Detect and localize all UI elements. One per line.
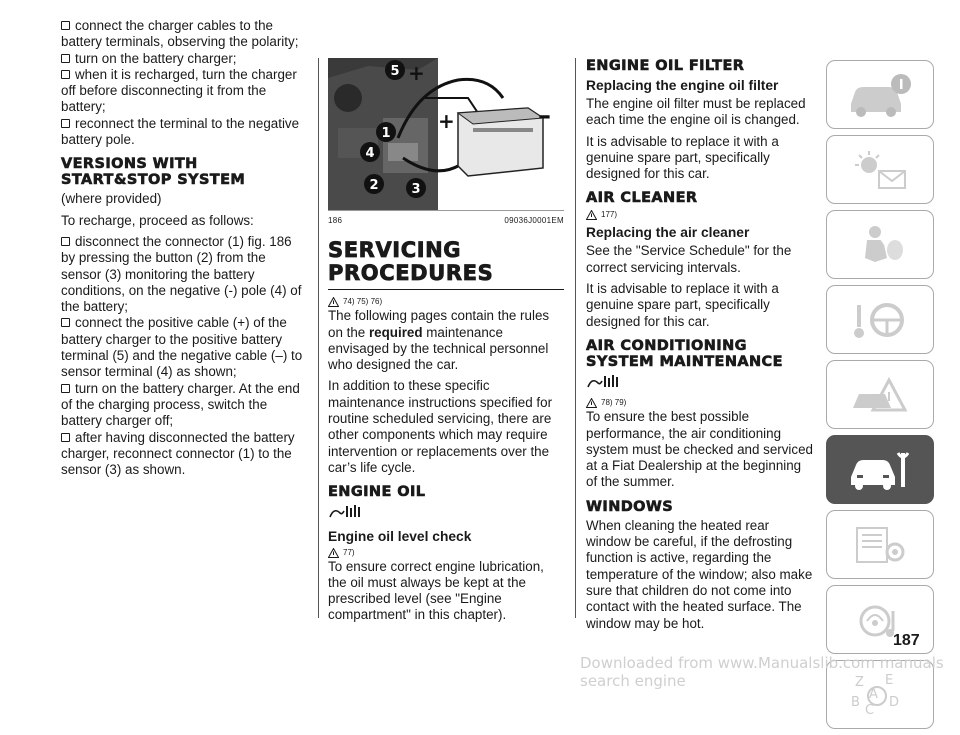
footer-watermark: Downloaded from www.Manualslib.com manuals search engine: [580, 654, 944, 690]
warning-icon: [586, 398, 597, 408]
figure-plus-sign: +: [438, 109, 455, 133]
column-divider: [575, 58, 576, 618]
list-item: connect the positive cable (+) of the battery charger to the positive battery terminal (5) and the negative cable (–) to sensor terminal (4) as shown;: [61, 315, 303, 380]
car-info-icon: [845, 72, 915, 118]
column-divider: [318, 58, 319, 618]
start-stop-heading: VERSIONS WITH START&STOP SYSTEM: [61, 156, 246, 189]
environment-icon: [586, 373, 816, 393]
checkbox-icon: [61, 70, 70, 79]
starting-driving-icon: [845, 297, 915, 343]
list-item: after having disconnected the battery charger, reconnect connector (1) to the sensor (3) as shown.: [61, 429, 295, 478]
svg-text:3: 3: [411, 182, 421, 197]
recharge-intro: To recharge, proceed as follows:: [61, 212, 254, 228]
air-cleaner-heading: AIR CLEANER: [586, 190, 698, 207]
warning-refs: 177): [586, 209, 816, 220]
servicing-procedures-title: SERVICING PROCEDURES: [328, 238, 494, 286]
maintenance-paragraph: In addition to these specific maintenance instructions specified for routine scheduled servicing, there are other components which may require intervention or replacements over the car’s life cycle.: [328, 378, 553, 475]
checkbox-icon: [61, 21, 70, 30]
checkbox-icon: [61, 318, 70, 327]
checkbox-icon: [61, 54, 70, 63]
list-item: when it is recharged, turn the charger off before disconnecting it from the battery;: [61, 66, 297, 115]
column-1: [61, 18, 309, 478]
callout-5: [385, 60, 405, 80]
column-3: [586, 18, 816, 637]
ac-maintenance-heading: AIR CONDITIONING SYSTEM MAINTENANCE: [586, 337, 783, 370]
replacing-air-cleaner-heading: Replacing the air cleaner: [586, 225, 750, 241]
figure-plus-sign: +: [408, 61, 425, 85]
engine-oil-heading: ENGINE OIL: [328, 484, 426, 501]
emergency-icon: [845, 372, 915, 418]
filter-paragraph-1: The engine oil filter must be replaced each time the engine oil is changed.: [586, 96, 806, 128]
list-item: connect the charger cables to the battery terminals, observing the polarity;: [61, 18, 299, 50]
list-item: reconnect the terminal to the negative battery pole.: [61, 115, 300, 148]
callout-3: [406, 178, 426, 198]
tab-emergency[interactable]: [826, 360, 934, 429]
list-item: turn on the battery charger;: [61, 51, 309, 67]
warning-lights-icon: [845, 147, 915, 193]
air-paragraph-2: It is advisable to replace it with a genuine spare part, specifically designed for this car.: [586, 281, 779, 329]
tab-car-info[interactable]: [826, 60, 934, 129]
ac-paragraph: To ensure the best possible performance, the air conditioning system must be checked and serviced at a Fiat Dealership at the beginning of the summer.: [586, 409, 814, 490]
battery-illustration: [328, 58, 564, 210]
figure-code: 09036J0001EM: [504, 216, 564, 225]
tab-technical-data[interactable]: [826, 510, 934, 579]
intro-paragraph: The following pages contain the rules on the required maintenance envisaged by the technical personnel who designed the car.: [328, 308, 550, 373]
windows-paragraph: When cleaning the heated rear window be careful, if the defrosting function is active, regarding the temperature of the window; also make sure that children do not come into contact with the heated surface. The window may be hot.: [586, 517, 813, 631]
oil-level-check-heading: Engine oil level check: [328, 528, 472, 544]
warning-refs: 78) 79): [586, 397, 816, 408]
list-item: turn on the battery charger. At the end of the charging process, switch the battery charger off;: [61, 380, 300, 429]
safety-icon: [845, 222, 915, 268]
oil-level-paragraph: To ensure correct engine lubrication, the oil must always be kept at the prescribed level (see "Engine compartment" in this chapter).: [328, 558, 544, 623]
air-paragraph-1: See the "Service Schedule" for the correct servicing intervals.: [586, 243, 792, 275]
battery-figure: [328, 58, 564, 211]
figure-number: 186: [328, 216, 343, 225]
svg-text:1: 1: [381, 126, 391, 141]
where-provided-note: (where provided): [61, 191, 162, 207]
tab-starting-driving[interactable]: [826, 285, 934, 354]
callout-4: [360, 142, 380, 162]
svg-text:C: C: [865, 702, 875, 718]
technical-data-icon: [845, 522, 915, 568]
page-number: 187: [893, 632, 920, 649]
checkbox-icon: [61, 384, 70, 393]
replacing-filter-heading: Replacing the engine oil filter: [586, 78, 779, 93]
engine-oil-filter-heading: ENGINE OIL FILTER: [586, 58, 745, 74]
tab-servicing[interactable]: [826, 435, 934, 504]
tab-safety[interactable]: [826, 210, 934, 279]
svg-text:2: 2: [369, 178, 379, 193]
filter-paragraph-2: It is advisable to replace it with a genuine spare part, specifically designed for this car.: [586, 133, 779, 182]
warning-icon: [586, 210, 597, 220]
svg-text:4: 4: [365, 146, 375, 161]
checkbox-icon: [61, 433, 70, 442]
warning-icon: [328, 548, 339, 558]
tab-warning-lights[interactable]: [826, 135, 934, 204]
list-item: disconnect the connector (1) fig. 186 by pressing the button (2) from the sensor (3) monitoring the battery conditions, on the negative (-) pole (4) of the battery;: [61, 233, 302, 315]
servicing-icon: [845, 447, 915, 493]
svg-text:Z: Z: [855, 674, 864, 690]
warning-refs: 74) 75) 76): [328, 296, 564, 307]
callout-1: [376, 122, 396, 142]
svg-text:A: A: [869, 686, 878, 702]
figure-minus-sign: –: [538, 101, 551, 131]
svg-text:5: 5: [390, 64, 400, 79]
windows-heading: WINDOWS: [586, 498, 674, 515]
warning-refs: 77): [328, 547, 564, 558]
warning-icon: [328, 297, 339, 307]
figure-caption: [328, 213, 564, 229]
callout-2: [364, 174, 384, 194]
svg-text:B: B: [851, 694, 860, 710]
svg-text:E: E: [885, 672, 894, 688]
checkbox-icon: [61, 119, 70, 128]
title-rule: [328, 289, 564, 290]
environment-icon: [328, 503, 564, 523]
svg-text:D: D: [889, 694, 900, 710]
checkbox-icon: [61, 237, 70, 246]
column-2: [328, 18, 564, 629]
